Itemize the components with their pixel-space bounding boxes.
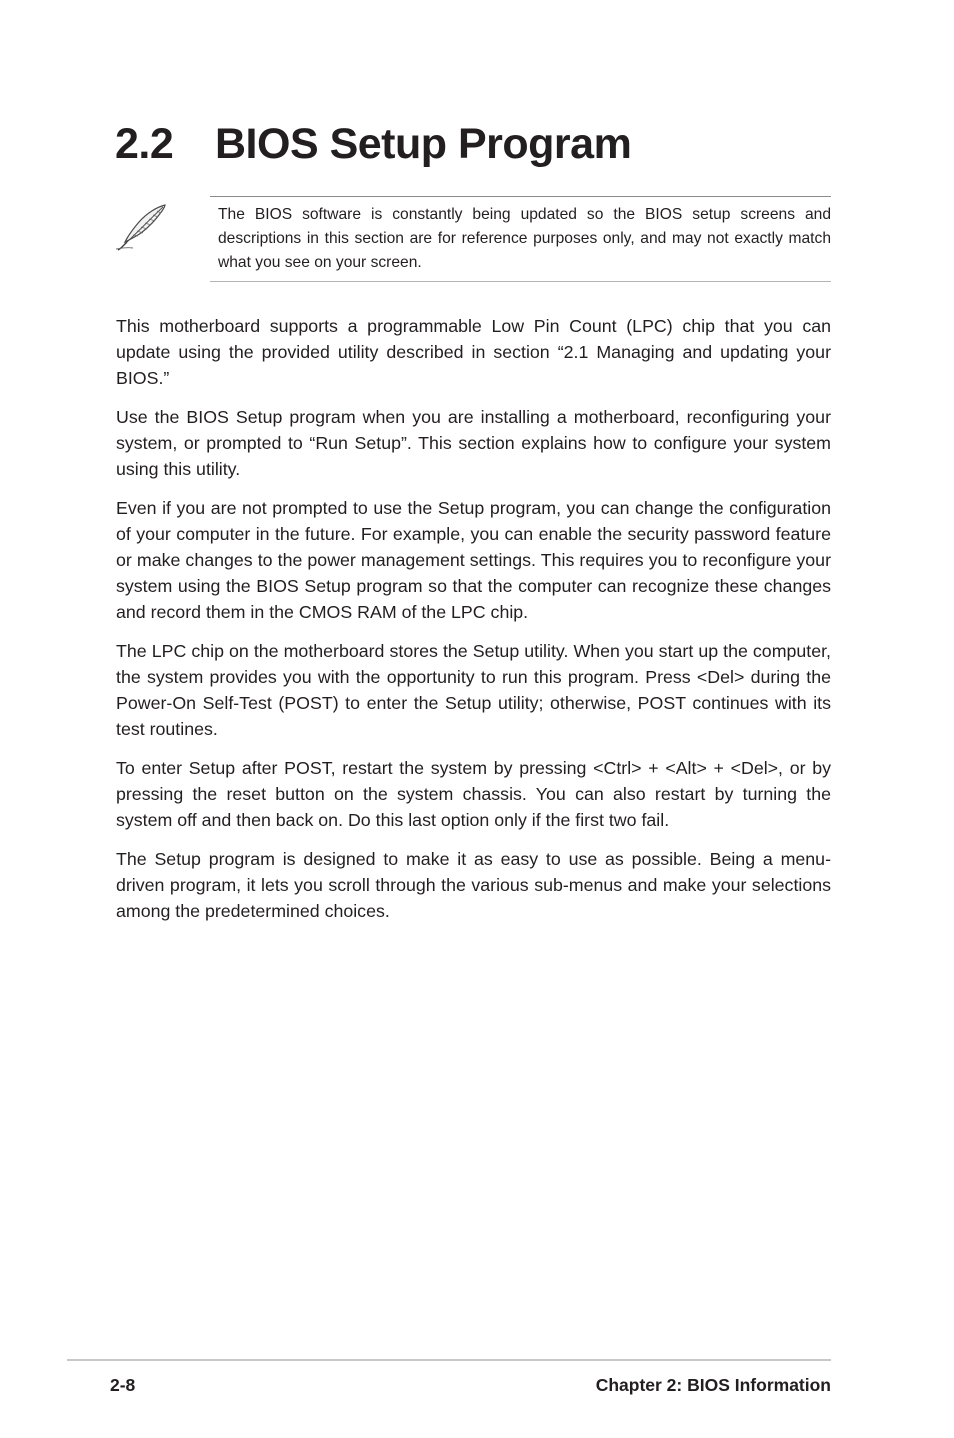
paragraph: This motherboard supports a programmable Low Pin Count (LPC) chip that you can update using the provided utility described in section “2.1 Managing and updating your BIOS.” [116, 316, 831, 388]
paragraph: The LPC chip on the motherboard stores the Setup utility. When you start up the computer, the system provides you with the opportunity to run this program. Press <Del> during the Power-On Self-Test (POST) to enter the Setup utility; otherwise, POST continues with its test routines. [116, 641, 831, 739]
body-text [116, 313, 831, 937]
section-number: 2.2 [115, 120, 174, 168]
paragraph: Use the BIOS Setup program when you are installing a motherboard, reconfiguring your system, or prompted to “Run Setup”. This section explains how to configure your system using this utility. [116, 407, 831, 479]
section-title-text: BIOS Setup Program [215, 120, 632, 168]
chapter-title: Chapter 2: BIOS Information [595, 1375, 831, 1395]
quill-pen-icon [113, 202, 169, 252]
page-number: 2-8 [110, 1375, 136, 1395]
note-text: The BIOS software is constantly being updated so the BIOS setup screens and descriptions in this section are for reference purposes only, and may not exactly match what you see on your screen. [218, 206, 831, 271]
paragraph: Even if you are not prompted to use the Setup program, you can change the configuration of your computer in the future. For example, you can enable the security password feature or make changes to the power management settings. This requires you to reconfigure your system using the BIOS Setup program so that the computer can recognize these changes and record them in the CMOS RAM of the LPC chip. [116, 498, 831, 622]
note-box [210, 196, 831, 282]
footer-divider [67, 1359, 831, 1361]
paragraph: To enter Setup after POST, restart the system by pressing <Ctrl> + <Alt> + <Del>, or by pressing the reset button on the system chassis. You can also restart by turning the system off and then back on. Do this last option only if the first two fail. [116, 758, 831, 830]
page-title [115, 118, 631, 170]
paragraph: The Setup program is designed to make it as easy to use as possible. Being a menu-driven program, it lets you scroll through the various sub-menus and make your selections among the predetermined choices. [116, 849, 831, 921]
